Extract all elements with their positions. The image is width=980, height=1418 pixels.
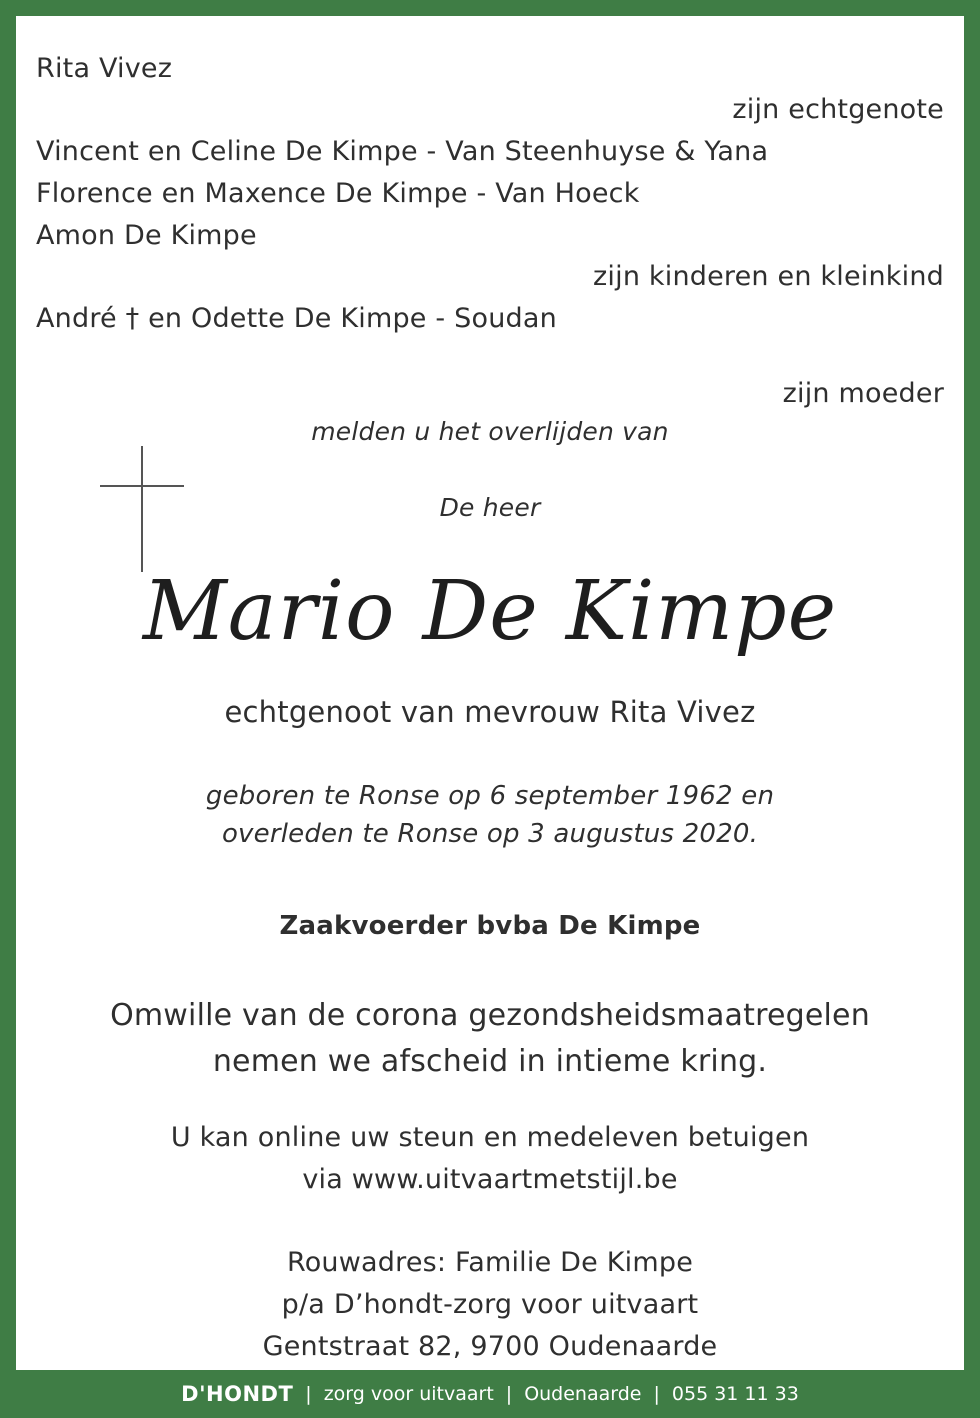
- spouse-role: zijn echtgenote: [732, 94, 944, 125]
- online-line-1: U kan online uw steun en medeleven betuigen: [170, 1122, 810, 1153]
- address-line-2: p/a D’hondt-zorg voor uitvaart: [281, 1289, 699, 1320]
- relation-text: echtgenoot van mevrouw Rita Vivez: [224, 695, 756, 729]
- occupation-text: Zaakvoerder bvba De Kimpe: [279, 911, 701, 941]
- children-role: zijn kinderen en kleinkind: [593, 261, 944, 292]
- address-line-1: Rouwadres: Familie De Kimpe: [286, 1247, 694, 1278]
- intro-text: melden u het overlijden van: [311, 417, 669, 446]
- footer-bar: [0, 1370, 980, 1418]
- obituary-card: [16, 16, 964, 1370]
- spouse-name: Rita Vivez: [36, 53, 173, 84]
- footer-separator: |: [305, 1383, 312, 1405]
- footer-separator: |: [505, 1383, 513, 1405]
- footer-brand: D'HONDT: [181, 1382, 294, 1406]
- parents-role: zijn moeder: [782, 378, 944, 409]
- footer-separator: |: [653, 1383, 660, 1405]
- online-line-2: via www.uitvaartmetstijl.be: [302, 1164, 678, 1195]
- parents-line: André † en Odette De Kimpe - Soudan: [36, 303, 557, 334]
- notice-line-1: Omwille van de corona gezondsheidsmaatregelen: [110, 998, 870, 1033]
- child-line-2: Florence en Maxence De Kimpe - Van Hoeck: [36, 178, 640, 209]
- child-line-1: Vincent en Celine De Kimpe - Van Steenhuyse & Yana: [36, 136, 769, 167]
- death-text: overleden te Ronse op 3 augustus 2020.: [221, 819, 759, 849]
- birth-text: geboren te Ronse op 6 september 1962 en: [205, 781, 775, 811]
- notice-line-2: nemen we afscheid in intieme kring.: [212, 1044, 768, 1079]
- child-line-3: Amon De Kimpe: [36, 220, 257, 251]
- footer-phone: 055 31 11 33: [671, 1383, 799, 1405]
- deceased-name: Mario De Kimpe: [142, 564, 838, 659]
- footer-tagline: zorg voor uitvaart: [323, 1383, 494, 1405]
- title-text: De heer: [439, 493, 541, 522]
- cross-icon-bar: [100, 485, 184, 487]
- address-line-3: Gentstraat 82, 9700 Oudenaarde: [262, 1331, 718, 1362]
- footer-city: Oudenaarde: [524, 1383, 642, 1405]
